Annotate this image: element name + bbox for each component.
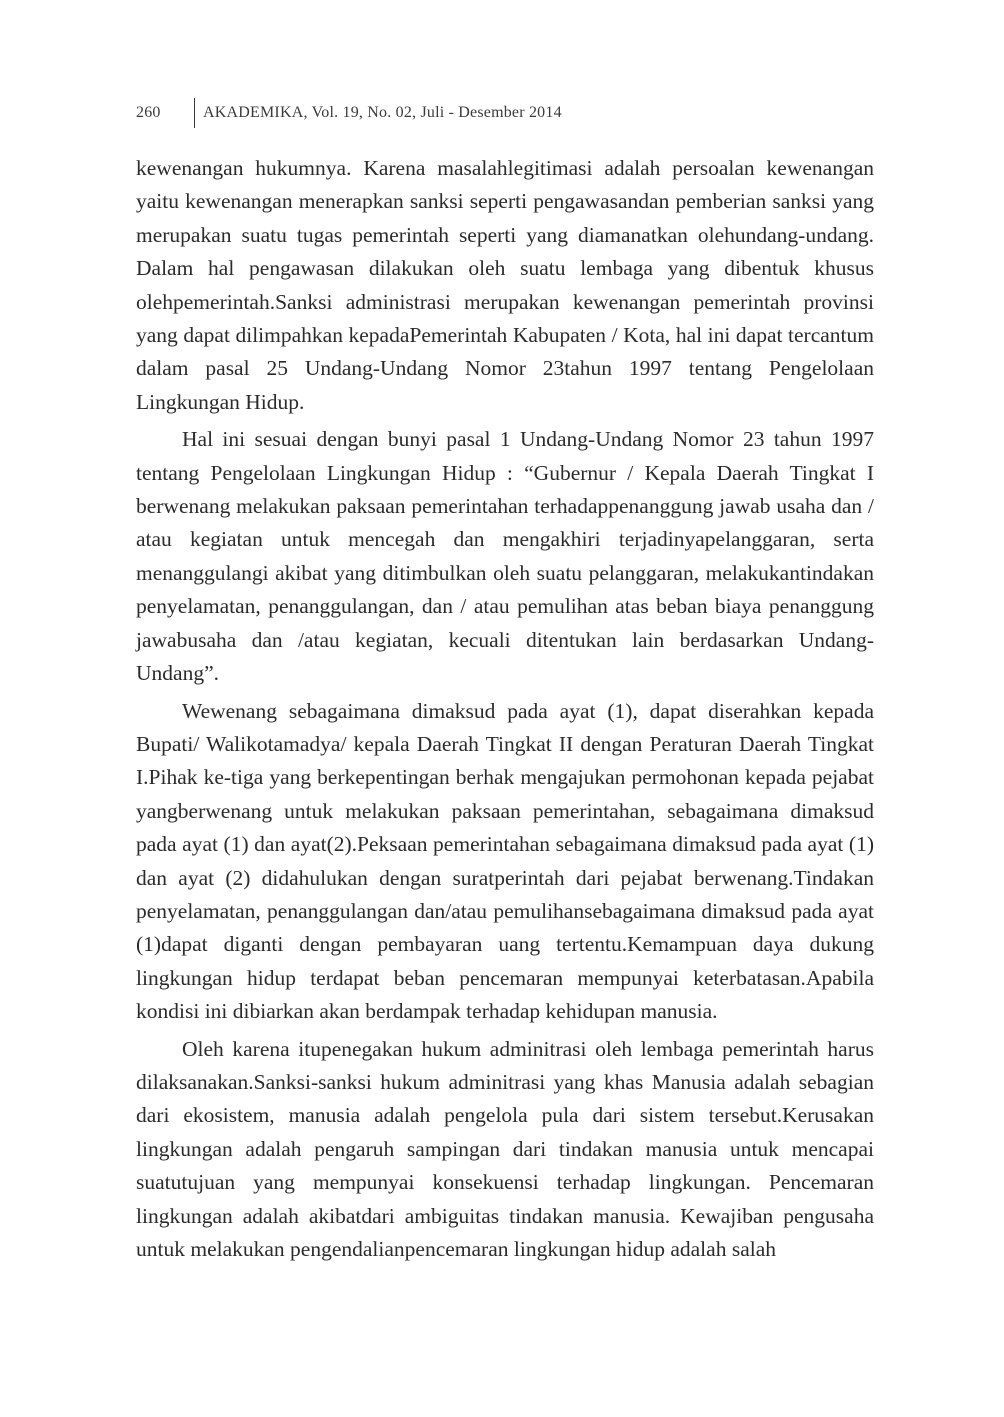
body-text bbox=[136, 152, 874, 1266]
paragraph: Hal ini sesuai dengan bunyi pasal 1 Undang-Undang Nomor 23 tahun 1997 tentang Pengelolaan Lingkungan Hidup : “Gubernur / Kepala Daerah Tingkat I berwenang melakukan paksaan pemerintahan terhadappenanggung jawab usaha dan / atau kegiatan untuk mencegah dan mengakhiri terjadinyapelanggaran, serta menanggulangi akibat yang ditimbulkan oleh suatu pelanggaran, melakukantindakan penyelamatan, penanggulangan, dan / atau pemulihan atas beban biaya penanggung jawabusaha dan /atau kegiatan, kecuali ditentukan lain berdasarkan Undang-Undang”. bbox=[136, 427, 874, 686]
running-header bbox=[136, 98, 562, 128]
header-divider bbox=[194, 98, 195, 128]
paragraph: Wewenang sebagaimana dimaksud pada ayat (1), dapat diserahkan kepada Bupati/ Walikotamadya/ kepala Daerah Tingkat II dengan Peraturan Daerah Tingkat I.Pihak ke-tiga yang berkepentingan berhak mengajukan permohonan kepada pejabat yangberwenang untuk melakukan paksaan pemerintahan, sebagaimana dimaksud pada ayat (1) dan ayat(2).Peksaan pemerintahan sebagaimana dimaksud pada ayat (1) dan ayat (2) didahulukan dengan suratperintah dari pejabat berwenang.Tindakan penyelamatan, penanggulangan dan/atau pemulihansebagaimana dimaksud pada ayat (1)dapat diganti dengan pembayaran uang tertentu.Kemampuan daya dukung lingkungan hidup terdapat beban pencemaran mempunyai keterbatasan.Apabila kondisi ini dibiarkan akan berdampak terhadap kehidupan manusia. bbox=[136, 698, 874, 1024]
page-number: 260 bbox=[136, 104, 161, 121]
paragraph-continued: kewenangan hukumnya. Karena masalahlegitimasi adalah persoalan kewenangan yaitu kewenangan menerapkan sanksi seperti pengawasandan pemberian sanksi yang merupakan suatu tugas pemerintah seperti yang diamanatkan olehundang-undang. Dalam hal pengawasan dilakukan oleh suatu lembaga yang dibentuk khusus olehpemerintah.Sanksi administrasi merupakan kewenangan pemerintah provinsi yang dapat dilimpahkan kepadaPemerintah Kabupaten / Kota, hal ini dapat tercantum dalam pasal 25 Undang-Undang Nomor 23tahun 1997 tentang Pengelolaan Lingkungan Hidup. bbox=[136, 156, 874, 414]
running-title: AKADEMIKA, Vol. 19, No. 02, Juli - Desember 2014 bbox=[203, 104, 562, 121]
paragraph: Oleh karena itupenegakan hukum adminitrasi oleh lembaga pemerintah harus dilaksanakan.Sanksi-sanksi hukum adminitrasi yang khas Manusia adalah sebagian dari ekosistem, manusia adalah pengelola pula dari sistem tersebut.Kerusakan lingkungan adalah pengaruh sampingan dari tindakan manusia untuk mencapai suatutujuan yang mempunyai konsekuensi terhadap lingkungan. Pencemaran lingkungan adalah akibatdari ambiguitas tindakan manusia. Kewajiban pengusaha untuk melakukan pengendalianpencemaran lingkungan hidup adalah salah bbox=[136, 1036, 874, 1261]
